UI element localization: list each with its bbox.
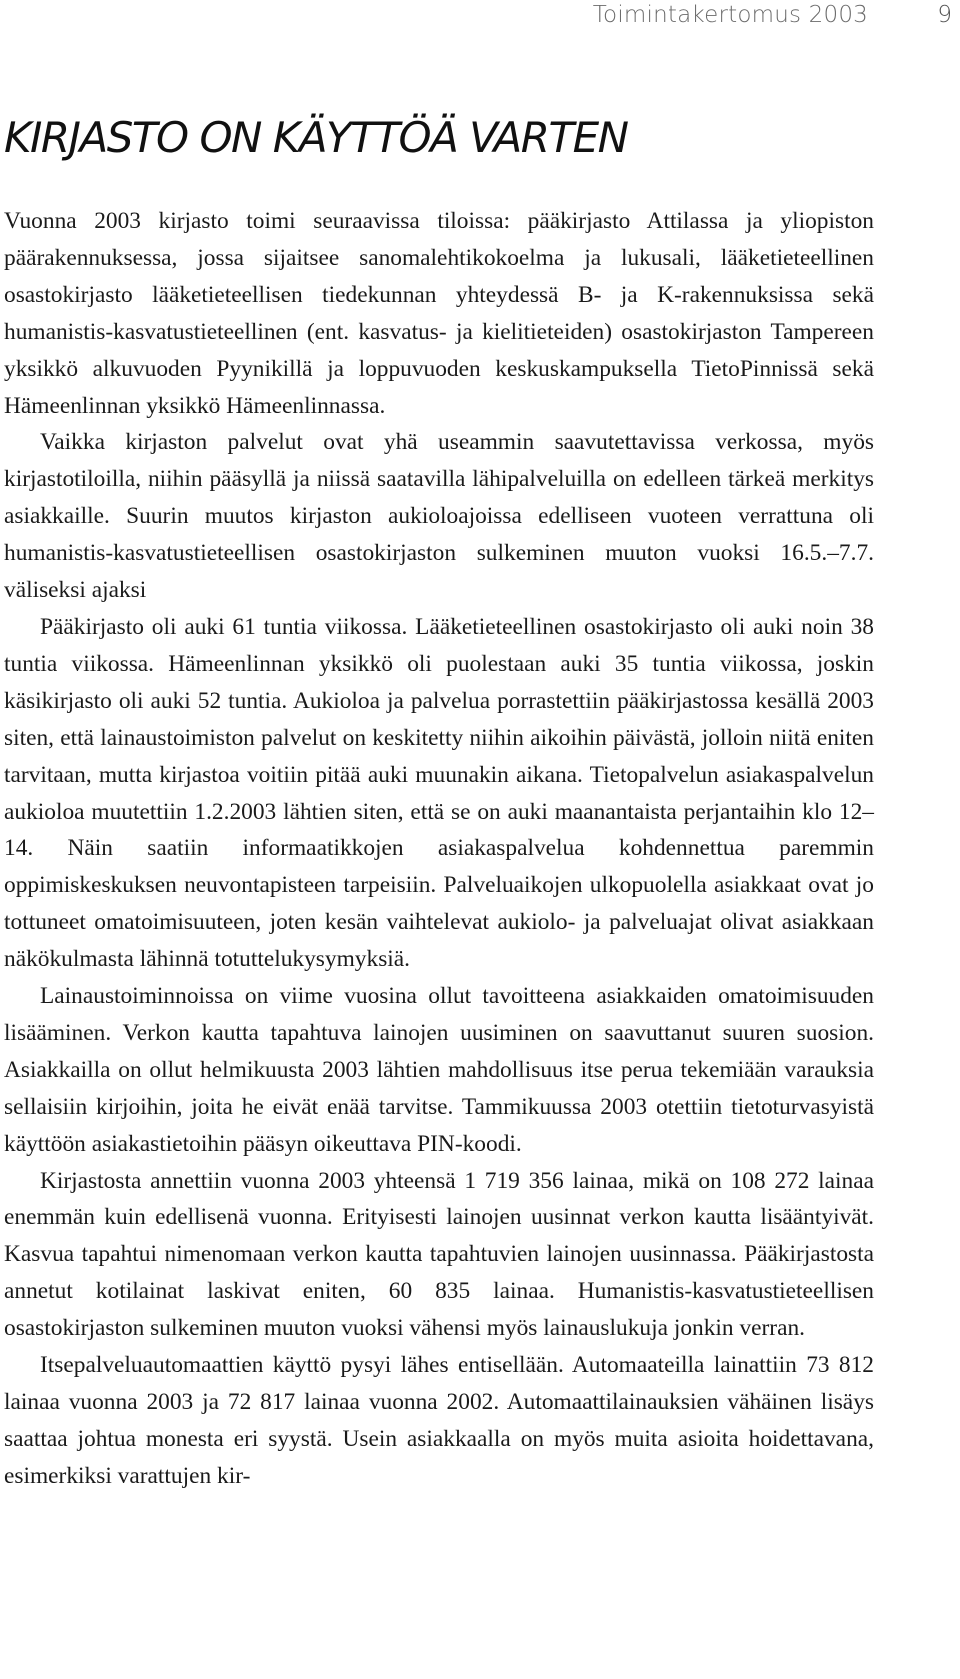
section-heading: KIRJASTO ON KÄYTTÖÄ VARTEN	[4, 113, 628, 162]
paragraph-facilities: Vaikka kirjaston palvelut ovat yhä useammin saavutettavissa verkossa, myös kirjastotiloilla, niihin pääsyllä ja niissä saatavilla lähipalveluilla on edelleen tärkeä merkitys asiakkaille. Suurin muutos kirjaston aukioloajoissa edelliseen vuoteen verrattuna oli humanistis-kasvatustieteellisen osastokirjaston sulkeminen muuton vuoksi 16.5.–7.7. väliseksi ajaksi	[4, 429, 874, 604]
paragraph-lending-self-service: Lainaustoiminnoissa on viime vuosina ollut tavoitteena asiakkaiden omatoimisuuden lisääminen. Verkon kautta tapahtuva lainojen uusiminen on saavuttanut suuren suosion. Asiakkailla on ollut helmikuusta 2003 lähtien mahdollisuus itse perua tekemiään varauksia sellaisiin kirjoihin, joita he eivät enää tarvitse. Tammikuussa 2003 otettiin tietoturvasyistä käyttöön asiakastietoihin pääsyn oikeuttava PIN-koodi.	[4, 983, 874, 1157]
body-text	[4, 203, 874, 1495]
paragraph-opening-hours: Pääkirjasto oli auki 61 tuntia viikossa. Lääketieteellinen osastokirjasto oli auki noin 38 tuntia viikossa. Hämeenlinnan yksikkö oli puolestaan auki 35 tuntia viikossa, joskin käsikirjasto oli auki 52 tuntia. Aukioloa ja palvelua porrastettiin pääkirjastossa kesällä 2003 siten, että lainaustoimiston palvelut on keskitetty niihin aikoihin päivästä, jolloin niitä eniten tarvitaan, mutta kirjastoa voitiin pitää auki muunakin aikana. Tietopalvelun asiakaspalvelun aukioloa muutettiin 1.2.2003 lähtien siten, että se on auki maanantaista perjantaihin klo 12–14. Näin saatiin informaatikkojen asiakaspalvelua kohdennettua paremmin oppimiskeskuksen neuvontapisteen tarpeisiin. Palveluaikojen ulkopuolella asiakkaat ovat jo tottuneet omatoimisuuteen, joten kesän vaihtelevat aukiolo- ja palveluajat olivat asiakkaan näkökulmasta lähinnä totuttelukysymyksiä.	[4, 613, 874, 973]
paragraph-automats: Itsepalveluautomaattien käyttö pysyi lähes entisellään. Automaateilla lainattiin 73 812 lainaa vuonna 2003 ja 72 817 lainaa vuonna 2002. Automaattilainauksien vähäinen lisäys saattaa johtua monesta eri syystä. Usein asiakkaalla on myös muita asioita hoidettavana, esimerkiksi varattujen kir-	[4, 1352, 874, 1489]
paragraph-loan-statistics: Kirjastosta annettiin vuonna 2003 yhteensä 1 719 356 lainaa, mikä on 108 272 lainaa enemmän kuin edellisenä vuonna. Erityisesti lainojen uusinnat verkon kautta lisääntyivät. Kasvua tapahtui nimenomaan verkon kautta tapahtuvien lainojen uusinnassa. Pääkirjastosta annetut kotilainat laskivat eniten, 60 835 lainaa. Humanistis-kasvatustieteellisen osastokirjaston sulkeminen muuton vuoksi vähensi myös lainauslukuja jonkin verran.	[4, 1167, 874, 1342]
running-header-title: Toimintakertomus 2003	[592, 2, 868, 28]
paragraph-locations: Vuonna 2003 kirjasto toimi seuraavissa tiloissa: pääkirjasto Attilassa ja yliopiston päärakennuksessa, jossa sijaitsee sanomalehtikokoelma ja lukusali, lääketieteellinen osastokirjasto lääketieteellisen tiedekunnan yhteydessä B- ja K-rakennuksissa sekä humanistis-kasvatustieteellinen (ent. kasvatus- ja kielitieteiden) osastokirjaston Tampereen yksikkö alkuvuoden Pyynikillä ja loppuvuoden keskuskampuksella TietoPinnissä sekä Hämeenlinnan yksikkö Hämeenlinnassa.	[4, 208, 874, 419]
page-number: 9	[937, 2, 952, 28]
page-header	[0, 0, 960, 34]
